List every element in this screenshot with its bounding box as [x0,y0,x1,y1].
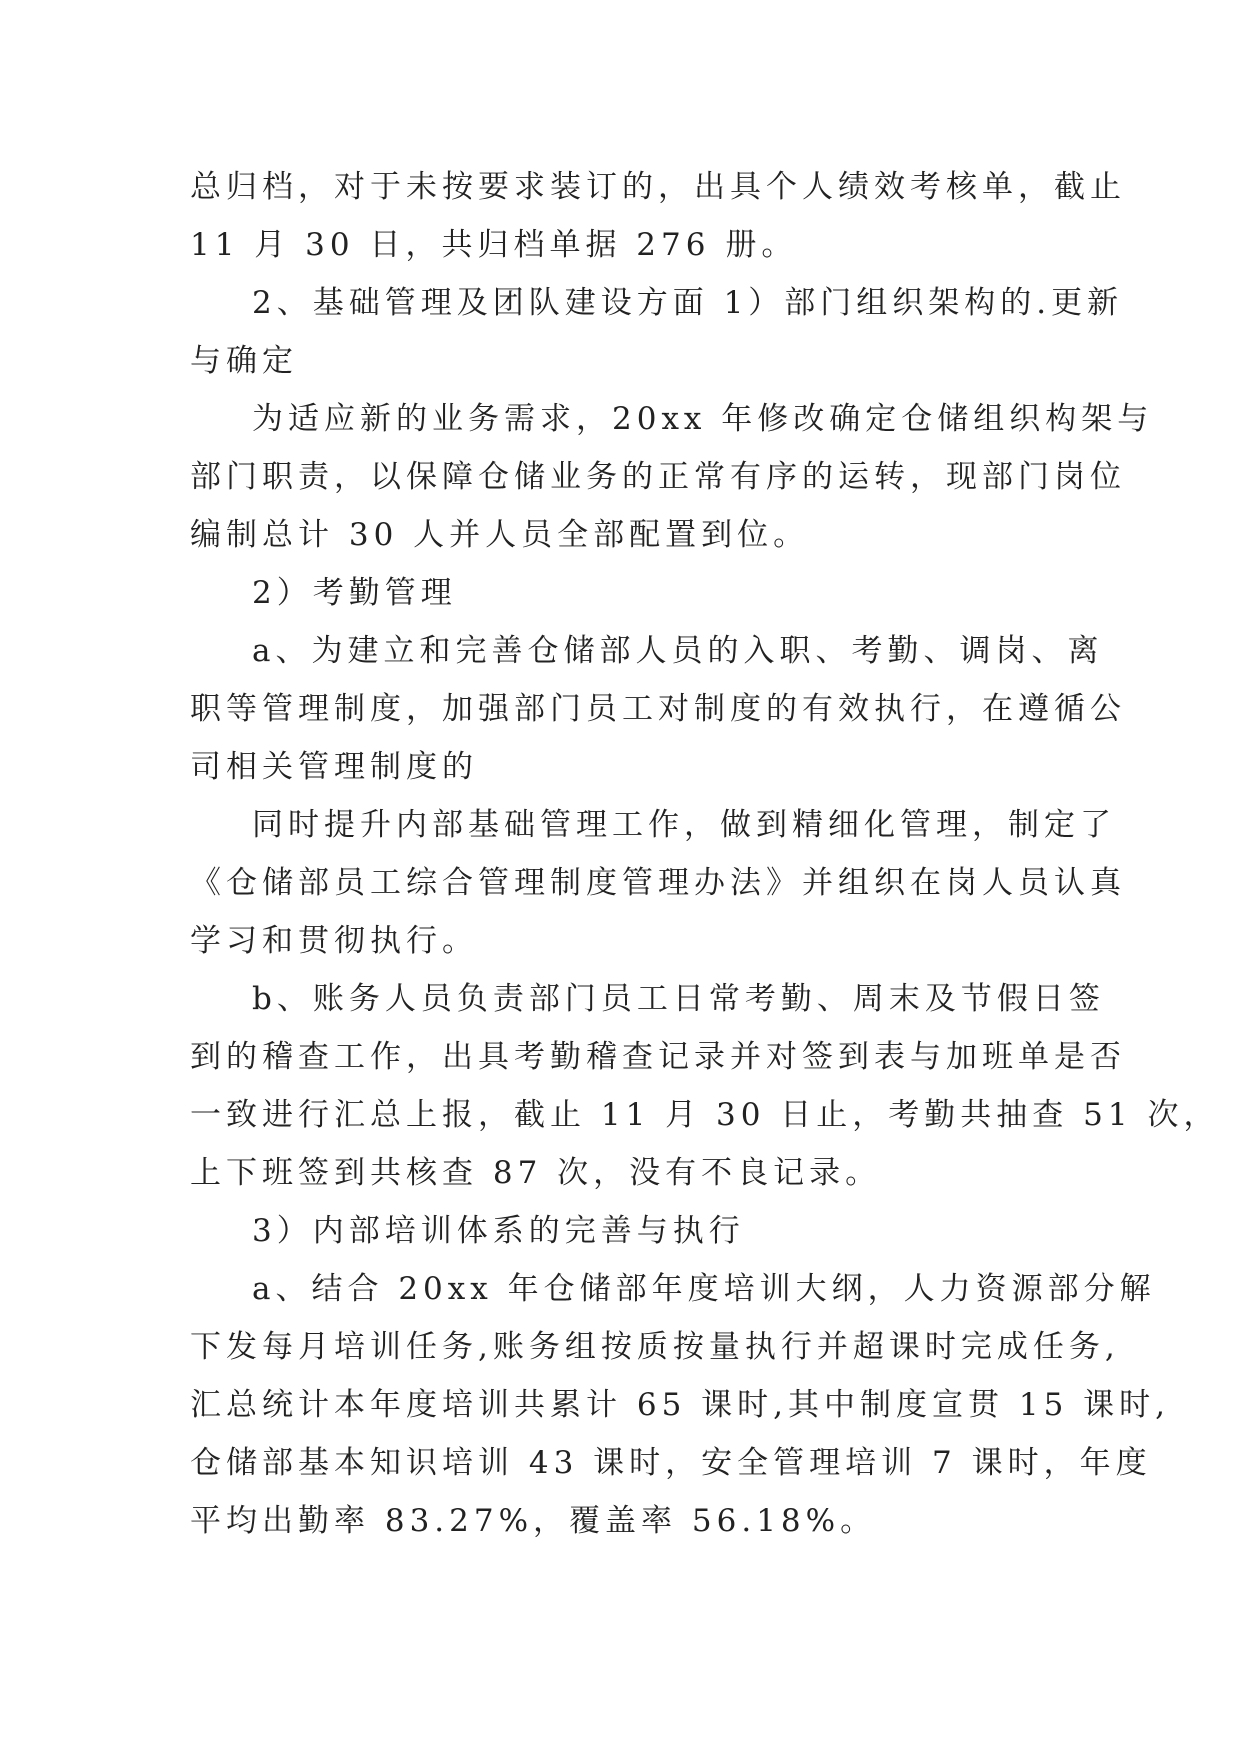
paragraph-attendance-b [190,970,1220,1202]
text-line: 为适应新的业务需求，20xx 年修改确定仓储组织构架与 [252,401,1154,437]
text-line: a、为建立和完善仓储部人员的入职、考勤、调岗、离 [252,633,1104,669]
text-line: 仓储部基本知识培训 43 课时，安全管理培训 7 课时，年度 [190,1445,1152,1481]
text-line: 汇总统计本年度培训共累计 65 课时,其中制度宣贯 15 课时, [190,1387,1171,1423]
text-line: 职等管理制度，加强部门员工对制度的有效执行，在遵循公 [190,691,1126,727]
text-line: 部门职责，以保障仓储业务的正常有序的运转，现部门岗位 [190,459,1126,495]
text-line: 一致进行汇总上报，截止 11 月 30 日止，考勤共抽查 51 次， [190,1097,1220,1133]
text-line: 2）考勤管理 [252,575,457,611]
paragraph-training-heading [190,1202,1052,1260]
paragraph-section-heading-2 [190,274,1124,390]
text-line: 下发每月培训任务,账务组按质按量执行并超课时完成任务, [190,1329,1120,1365]
text-line: 3）内部培训体系的完善与执行 [252,1213,745,1249]
text-line: 平均出勤率 83.27%，覆盖率 56.18%。 [190,1503,877,1539]
paragraph-attendance-heading [190,564,1052,622]
paragraph-attendance-a [190,622,1126,796]
text-line: 2、基础管理及团队建设方面 1）部门组织架构的.更新 [252,285,1124,321]
text-line: 《仓储部员工综合管理制度管理办法》并组织在岗人员认真 [190,865,1126,901]
paragraph-training-a [190,1260,1171,1550]
text-line: 总归档，对于未按要求装订的，出具个人绩效考核单，截止 [190,169,1126,205]
text-line: 11 月 30 日，共归档单据 276 册。 [190,227,798,263]
paragraph-archive-summary [190,158,1126,274]
document-body [190,158,1220,1550]
text-line: 司相关管理制度的 [190,749,478,785]
text-line: 与确定 [190,343,298,379]
text-line: 到的稽查工作，出具考勤稽查记录并对签到表与加班单是否 [190,1039,1126,1075]
text-line: 上下班签到共核查 87 次，没有不良记录。 [190,1155,882,1191]
paragraph-org-structure [190,390,1154,564]
paragraph-management-improvement [190,796,1126,970]
text-line: 学习和贯彻执行。 [190,923,478,959]
text-line: a、结合 20xx 年仓储部年度培训大纲，人力资源部分解 [252,1271,1156,1307]
text-line: 编制总计 30 人并人员全部配置到位。 [190,517,810,553]
text-line: b、账务人员负责部门员工日常考勤、周末及节假日签 [252,981,1105,1017]
text-line: 同时提升内部基础管理工作，做到精细化管理，制定了 [252,807,1116,843]
